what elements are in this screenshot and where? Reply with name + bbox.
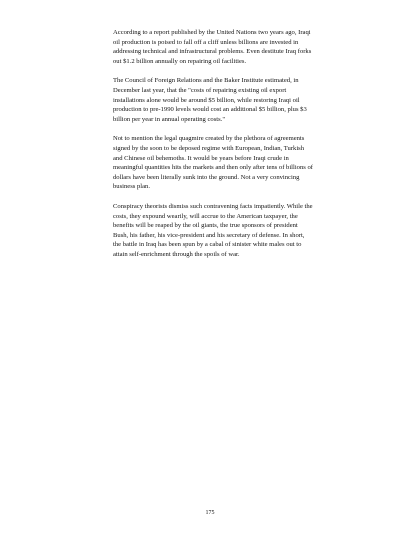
paragraph-legal-quagmire: Not to mention the legal quagmire created by the plethora of agreements signed by the soon to be deposed regime with European, Indian, Turkish and Chinese oil behemoths. It would be years before Iraqi crude in meaningful quantities hits the markets and then only after tens of billions of dollars have been literally sunk into the ground. Not a very convincing business plan. (113, 135, 313, 191)
paragraph-council-estimate: The Council of Foreign Relations and the Baker Institute estimated, in December last year, that the "costs of repairing existing oil export installations alone would be around $5 billion, while restoring Iraqi oil production to pre-1990 levels would cost an additional $5 billion, plus $3 billion per year in annual operating costs." (113, 77, 307, 123)
paragraph-un-report: According to a report published by the United Nations two years ago, Iraqi oil production is poised to fall off a cliff unless billions are invested in addressing technical and infrastructural problems. Even destitute Iraq forks out $1.2 billion annually on repairing oil facilities. (113, 29, 312, 65)
paragraph-conspiracy-theorists: Conspiracy theorists dismiss such contravening facts impatiently. While the costs, they expound wearily, will accrue to the American taxpayer, the benefits will be reaped by the oil giants, the true sponsors of president Bush, his father, his vice-president and his secretary of defense. In short, the battle in Iraq has been spun by a cabal of sinister white males out to attain self-enrichment through the spoils of war. (113, 202, 313, 258)
page-number: 175 (205, 510, 215, 516)
body-text (113, 28, 313, 269)
